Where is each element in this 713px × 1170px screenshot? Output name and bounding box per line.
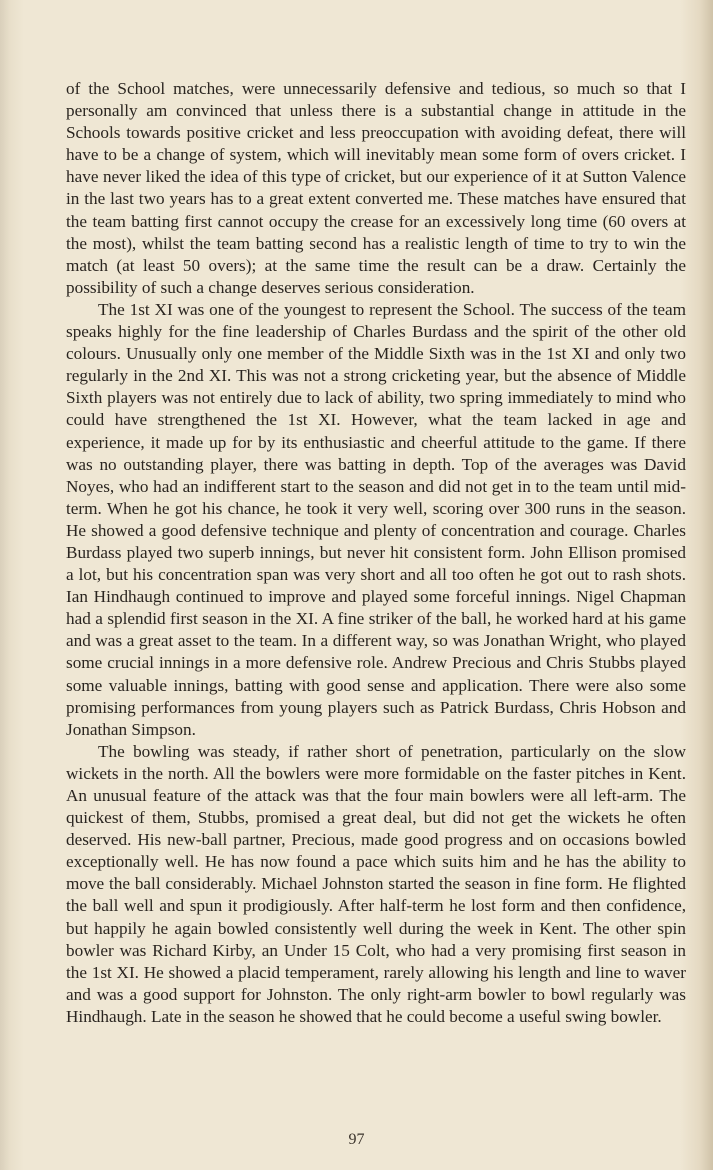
paragraph-bowling: The bowling was steady, if rather short of penetration, particularly on the slow wickets in the north. All the bowlers were more formidable on the faster pitches in Kent. An unusual feature of the attack was that the four main bowlers were all left-arm. The quickest of them, Stubbs, promised a great deal, but did not get the wickets he often deserved. His new-ball partner, Precious, made good progress and on occasions bowled exceptionally well. He has now found a pace which suits him and he has the ability to move the ball considerably. Michael Johnston started the season in fine form. He flighted the ball well and spun it prodigiously. After half-term he lost form and then confidence, but happily he again bowled consistently well during the week in Kent. The other spin bowler was Richard Kirby, an Under 15 Colt, who had a very promising first season in the 1st XI. He showed a placid temperament, rarely allowing his length and line to waver and was a good support for Johnston. The only right-arm bowler to bowl regularly was Hindhaugh. Late in the season he showed that he could become a useful swing bowler. bbox=[66, 741, 686, 1026]
page-number: 97 bbox=[348, 1131, 365, 1148]
paragraph-first-eleven: The 1st XI was one of the youngest to represent the School. The success of the team speaks highly for the fine leadership of Charles Burdass and the spirit of the other old colours. Unusually only one member of the Middle Sixth was in the 1st XI and only two regularly in the 2nd XI. This was not a strong cricketing year, but the absence of Middle Sixth players was not entirely due to lack of ability, two spring immediately to mind who could have strengthened the 1st XI. However, what the team lacked in age and experience, it made up for by its enthusiastic and cheerful attitude to the game. If there was no outstanding player, there was batting in depth. Top of the averages was David Noyes, who had an indifferent start to the season and did not get in to the team until mid-term. When he got his chance, he took it very well, scoring over 300 runs in the season. He showed a good defensive technique and plenty of concentration and courage. Charles Burdass played two superb innings, but never hit consistent form. John Ellison promised a lot, but his concentration span was very short and all too often he got out to rash shots. Ian Hindhaugh continued to improve and played some forceful innings. Nigel Chapman had a splendid first season in the XI. A fine striker of the ball, he worked hard at his game and was a great asset to the team. In a different way, so was Jonathan Wright, who played some crucial innings in a more defensive role. Andrew Precious and Chris Stubbs played some valuable innings, batting with good sense and application. There were also some promising performances from young players such as Patrick Burdass, Chris Hobson and Jonathan Simpson. bbox=[66, 299, 686, 739]
paragraph-overs-cricket: of the School matches, were unnecessarily defensive and tedious, so much so that I personally am convinced that unless there is a substantial change in attitude in the Schools towards positive cricket and less preoccupation with avoiding defeat, there will have to be a change of system, which will inevitably mean some form of overs cricket. I have never liked the idea of this type of cricket, but our experience of it at Sutton Valence in the last two years has to a great extent converted me. These matches have ensured that the team batting first cannot occupy the crease for an excessively long time (60 overs at the most), whilst the team batting second has a realistic length of time to try to win the match (at least 50 overs); at the same time the result can be a draw. Certainly the possibility of such a change deserves serious consideration. bbox=[66, 79, 686, 297]
body-text bbox=[66, 78, 686, 1028]
